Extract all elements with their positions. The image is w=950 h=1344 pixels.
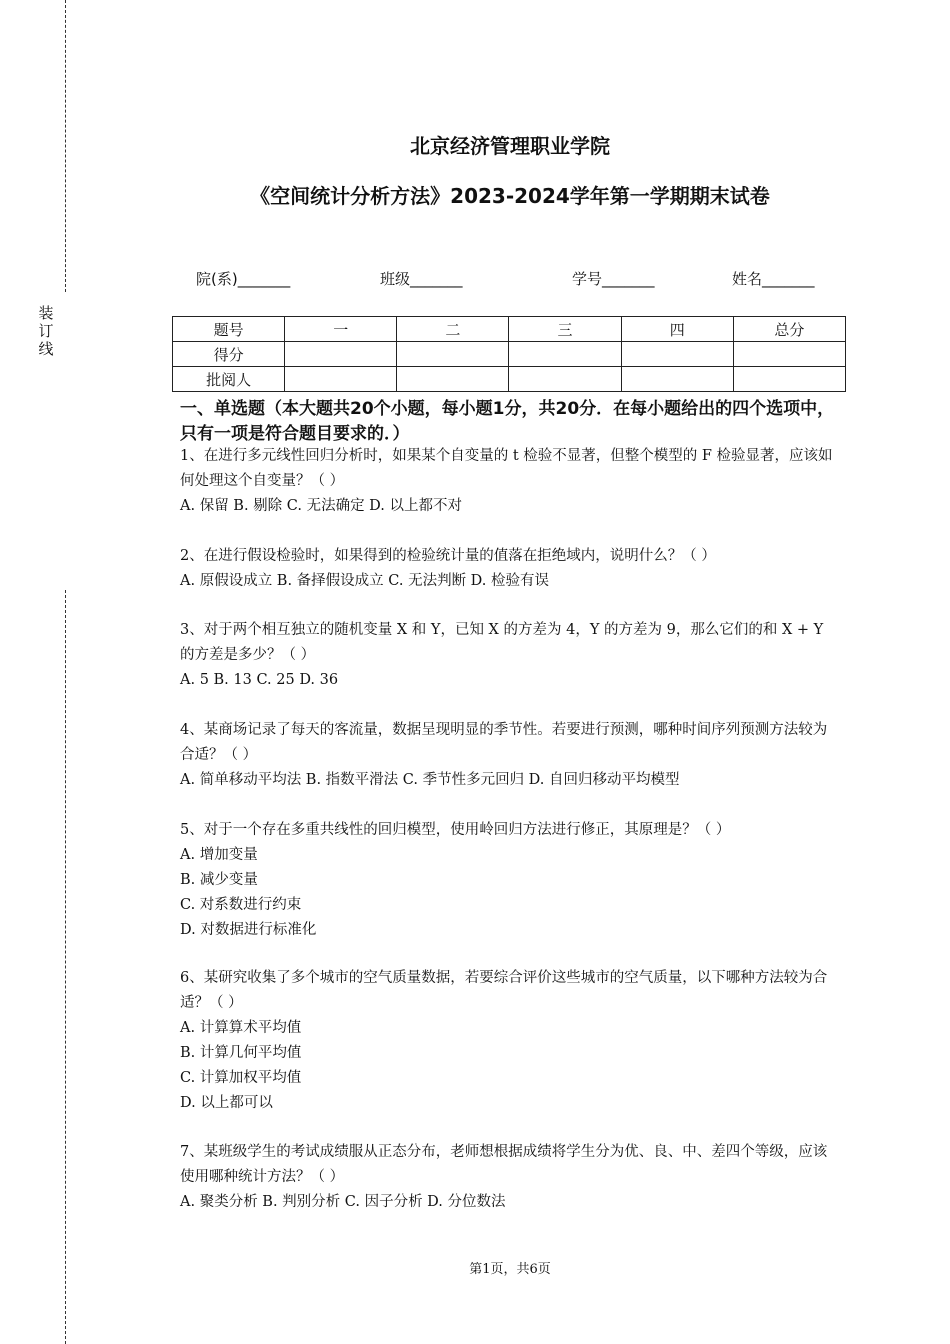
grader-cell xyxy=(621,367,733,392)
question-stem: 4、某商场记录了每天的客流量，数据呈现明显的季节性。若要进行预测，哪种时间序列预测方法较为合适？（ ） xyxy=(180,722,828,763)
question-option: A. 计算算术平均值 xyxy=(180,1020,302,1036)
grader-cell xyxy=(397,367,509,392)
page-number: 第1页，共6页 xyxy=(469,1262,551,1277)
exam-title: 《空间统计分析方法》2023-2024学年第一学期期末试卷 xyxy=(250,184,770,208)
column-header: 四 xyxy=(621,317,733,342)
table-row xyxy=(173,317,846,342)
question-option: A. 增加变量 xyxy=(180,847,258,863)
column-header: 二 xyxy=(397,317,509,342)
column-header: 总分 xyxy=(733,317,845,342)
row-label: 得分 xyxy=(173,342,285,367)
dept-field: 院(系)_______ xyxy=(196,270,291,288)
column-header: 一 xyxy=(285,317,397,342)
score-table xyxy=(172,316,846,392)
question-5 xyxy=(180,818,840,943)
question-stem: 3、对于两个相互独立的随机变量 X 和 Y，已知 X 的方差为 4，Y 的方差为 9，那么它们的和 X + Y 的方差是多少？（ ） xyxy=(180,622,824,663)
score-cell xyxy=(733,342,845,367)
class-field: 班级_______ xyxy=(380,270,463,288)
question-options: A. 原假设成立 B. 备择假设成立 C. 无法判断 D. 检验有误 xyxy=(180,573,550,589)
row-label: 题号 xyxy=(173,317,285,342)
column-header: 三 xyxy=(509,317,621,342)
question-stem: 6、某研究收集了多个城市的空气质量数据，若要综合评价这些城市的空气质量，以下哪种方法较为合适？（ ） xyxy=(180,970,828,1011)
question-stem: 7、某班级学生的考试成绩服从正态分布，老师想根据成绩将学生分为优、良、中、差四个等级，应该使用哪种统计方法？（ ） xyxy=(180,1144,828,1185)
table-row xyxy=(173,367,846,392)
question-options: A. 聚类分析 B. 判别分析 C. 因子分析 D. 分位数法 xyxy=(180,1194,506,1210)
binding-label: 装订线 xyxy=(38,304,54,358)
question-option: D. 对数据进行标准化 xyxy=(180,922,317,938)
score-cell xyxy=(509,342,621,367)
student-id-field: 学号_______ xyxy=(572,270,655,288)
question-3 xyxy=(180,618,840,693)
question-6 xyxy=(180,966,840,1116)
school-title: 北京经济管理职业学院 xyxy=(410,134,610,158)
question-option: C. 对系数进行约束 xyxy=(180,897,302,913)
question-stem: 2、在进行假设检验时，如果得到的检验统计量的值落在拒绝域内，说明什么？（ ） xyxy=(180,548,716,564)
table-row xyxy=(173,342,846,367)
question-option: D. 以上都可以 xyxy=(180,1095,273,1111)
row-label: 批阅人 xyxy=(173,367,285,392)
grader-cell xyxy=(285,367,397,392)
question-7 xyxy=(180,1140,840,1215)
question-options: A. 5 B. 13 C. 25 D. 36 xyxy=(180,672,339,688)
question-option: B. 计算几何平均值 xyxy=(180,1045,302,1061)
question-options: A. 简单移动平均法 B. 指数平滑法 C. 季节性多元回归 D. 自回归移动平均模型 xyxy=(180,772,680,788)
question-2 xyxy=(180,544,840,594)
score-cell xyxy=(621,342,733,367)
student-info-row xyxy=(196,268,836,292)
grader-cell xyxy=(733,367,845,392)
question-4 xyxy=(180,718,840,793)
question-options: A. 保留 B. 剔除 C. 无法确定 D. 以上都不对 xyxy=(180,498,463,514)
score-cell xyxy=(285,342,397,367)
question-stem: 1、在进行多元线性回归分析时，如果某个自变量的 t 检验不显著，但整个模型的 F 检验显著，应该如何处理这个自变量？（ ） xyxy=(180,448,833,489)
name-field: 姓名_______ xyxy=(732,270,815,288)
section-heading: 一、单选题（本大题共20个小题，每小题1分，共20分．在每小题给出的四个选项中，只有一项是符合题目要求的．） xyxy=(180,399,835,444)
binding-dashed-line-bottom xyxy=(65,590,66,1344)
question-option: C. 计算加权平均值 xyxy=(180,1070,302,1086)
grader-cell xyxy=(509,367,621,392)
question-1 xyxy=(180,444,840,519)
question-option: B. 减少变量 xyxy=(180,872,258,888)
score-cell xyxy=(397,342,509,367)
question-stem: 5、对于一个存在多重共线性的回归模型，使用岭回归方法进行修正，其原理是？（ ） xyxy=(180,822,731,838)
